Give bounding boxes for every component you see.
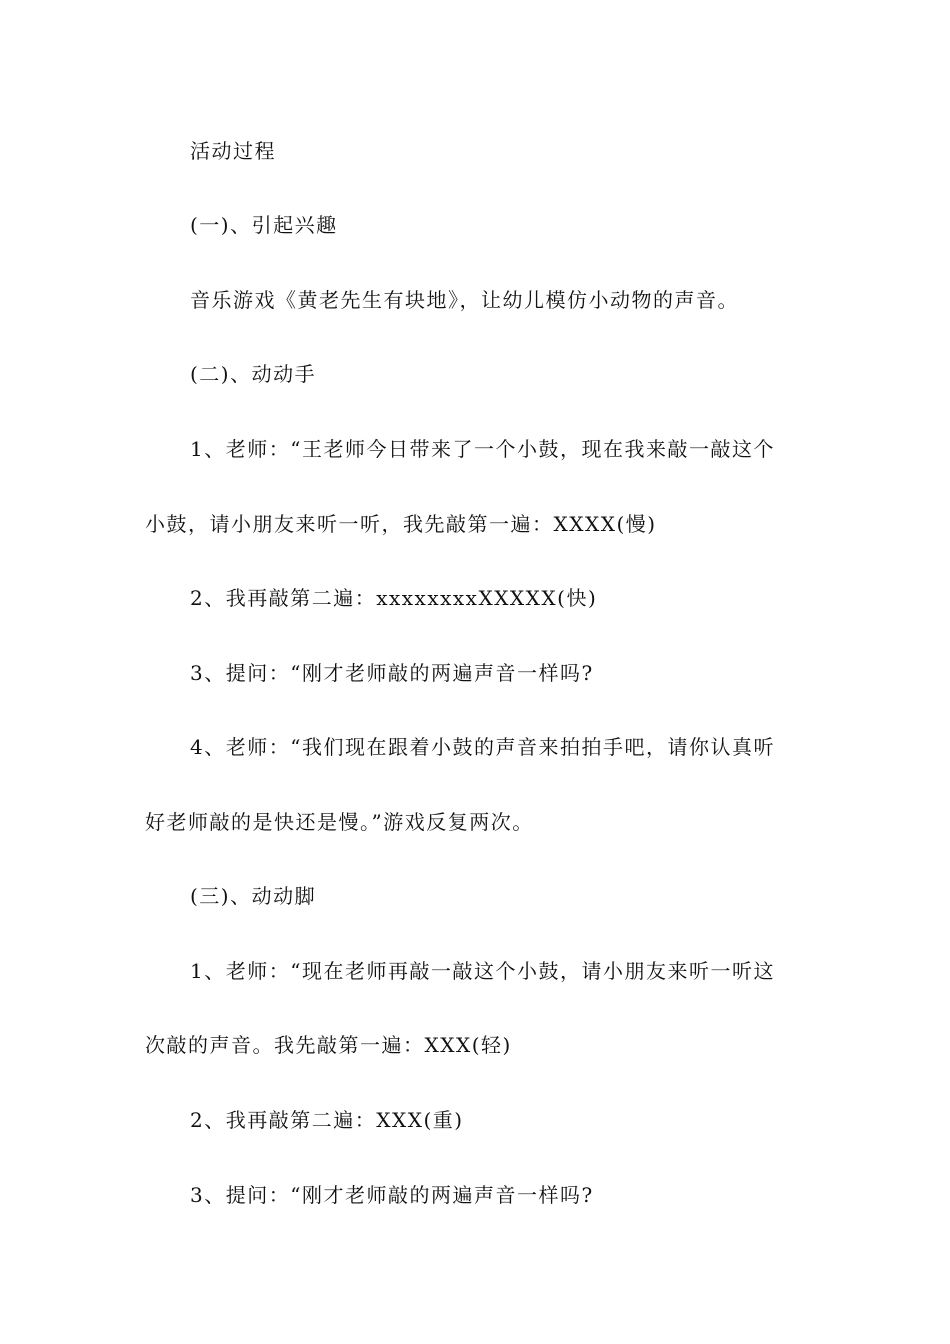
paragraph-line: 次敲的声音。我先敲第一遍：XXX(轻): [145, 1033, 512, 1057]
paragraph-line: 音乐游戏《黄老先生有块地》，让幼儿模仿小动物的声音。: [190, 288, 739, 312]
paragraph-line: 3、提问：“刚才老师敲的两遍声音一样吗?: [190, 1183, 594, 1207]
paragraph-line: 2、我再敲第二遍：xxxxxxxxXXXXX(快): [190, 586, 598, 610]
subheading: (二)、动动手: [190, 362, 317, 386]
subheading: (三)、动动脚: [190, 884, 317, 908]
paragraph-line: 4、老师：“我们现在跟着小鼓的声音来拍拍手吧，请你认真听: [190, 735, 775, 759]
paragraph-line: 小鼓，请小朋友来听一听，我先敲第一遍：XXXX(慢): [145, 512, 657, 536]
paragraph-line: 2、我再敲第二遍：XXX(重): [190, 1108, 464, 1132]
paragraph-line: 好老师敲的是快还是慢。”游戏反复两次。: [145, 810, 534, 834]
paragraph-line: 1、老师：“王老师今日带来了一个小鼓，现在我来敲一敲这个: [190, 437, 775, 461]
subheading: (一)、引起兴趣: [190, 213, 338, 237]
paragraph-line: 3、提问：“刚才老师敲的两遍声音一样吗?: [190, 661, 594, 685]
paragraph-line: 1、老师：“现在老师再敲一敲这个小鼓，请小朋友来听一听这: [190, 959, 775, 983]
section-heading: 活动过程: [190, 139, 276, 163]
